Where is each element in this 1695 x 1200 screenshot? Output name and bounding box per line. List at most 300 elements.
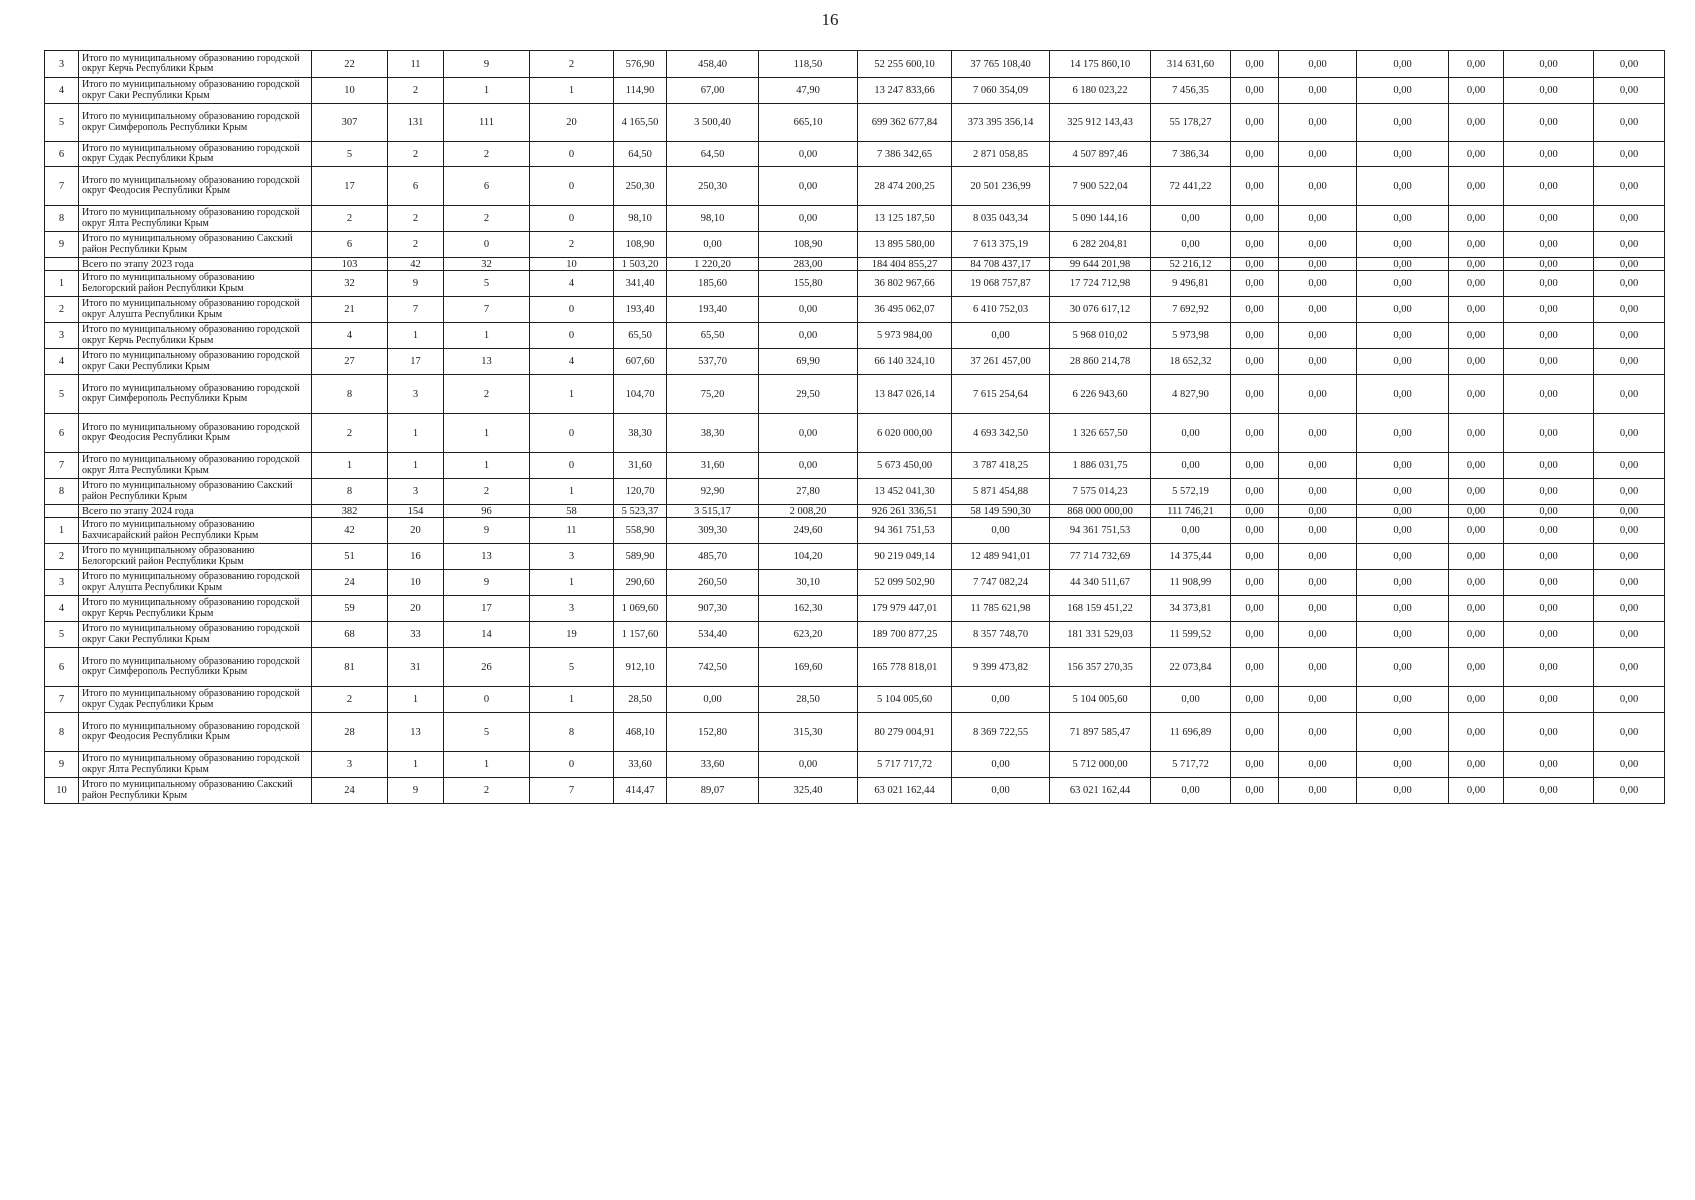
value-cell: 0,00 — [1231, 479, 1279, 505]
value-cell: 14 375,44 — [1151, 544, 1231, 570]
value-cell: 5 — [312, 142, 388, 167]
value-cell: 0,00 — [1594, 752, 1665, 778]
value-cell: 5 968 010,02 — [1050, 323, 1151, 349]
value-cell: 0 — [444, 687, 530, 713]
value-cell: 51 — [312, 544, 388, 570]
value-cell: 64,50 — [667, 142, 759, 167]
value-cell: 6 226 943,60 — [1050, 375, 1151, 414]
value-cell: 0,00 — [1504, 297, 1594, 323]
value-cell: 2 871 058,85 — [952, 142, 1050, 167]
value-cell: 5 — [444, 271, 530, 297]
value-cell: 0,00 — [1449, 104, 1504, 142]
value-cell: 0,00 — [1594, 271, 1665, 297]
row-number-cell: 3 — [45, 570, 79, 596]
value-cell: 0,00 — [1151, 414, 1231, 453]
value-cell: 0,00 — [1594, 570, 1665, 596]
value-cell: 341,40 — [614, 271, 667, 297]
value-cell: 0,00 — [1279, 570, 1357, 596]
value-cell: 27 — [312, 349, 388, 375]
value-cell: 7 — [444, 297, 530, 323]
municipality-name-cell: Всего по этапу 2024 года — [79, 505, 312, 518]
row-number-cell: 6 — [45, 414, 79, 453]
value-cell: 290,60 — [614, 570, 667, 596]
municipality-name-cell: Итого по муниципальному образованию городской округ Феодосия Республики Крым — [79, 414, 312, 453]
value-cell: 168 159 451,22 — [1050, 596, 1151, 622]
value-cell: 0,00 — [1504, 167, 1594, 206]
value-cell: 373 395 356,14 — [952, 104, 1050, 142]
value-cell: 0,00 — [1449, 142, 1504, 167]
row-number-cell: 8 — [45, 206, 79, 232]
value-cell: 0,00 — [1594, 453, 1665, 479]
value-cell: 22 073,84 — [1151, 648, 1231, 687]
value-cell: 154 — [388, 505, 444, 518]
municipality-name-cell: Итого по муниципальному образованию городской округ Саки Республики Крым — [79, 78, 312, 104]
value-cell: 926 261 336,51 — [858, 505, 952, 518]
value-cell: 7 386,34 — [1151, 142, 1231, 167]
value-cell: 9 — [444, 51, 530, 78]
value-cell: 0,00 — [1357, 258, 1449, 271]
value-cell: 2 — [388, 206, 444, 232]
value-cell: 9 496,81 — [1151, 271, 1231, 297]
value-cell: 0,00 — [1449, 271, 1504, 297]
value-cell: 65,50 — [667, 323, 759, 349]
value-cell: 8 — [312, 375, 388, 414]
table-row — [45, 544, 1665, 570]
value-cell: 33,60 — [614, 752, 667, 778]
municipality-name-cell: Итого по муниципальному образованию городской округ Алушта Республики Крым — [79, 570, 312, 596]
table-row — [45, 142, 1665, 167]
value-cell: 0,00 — [1231, 349, 1279, 375]
value-cell: 3 — [388, 479, 444, 505]
value-cell: 8 — [312, 479, 388, 505]
value-cell: 0 — [530, 167, 614, 206]
value-cell: 28 860 214,78 — [1050, 349, 1151, 375]
value-cell: 0,00 — [1357, 778, 1449, 804]
value-cell: 71 897 585,47 — [1050, 713, 1151, 752]
value-cell: 0,00 — [1357, 232, 1449, 258]
value-cell: 0,00 — [1279, 752, 1357, 778]
value-cell: 28,50 — [759, 687, 858, 713]
value-cell: 5 104 005,60 — [1050, 687, 1151, 713]
value-cell: 29,50 — [759, 375, 858, 414]
value-cell: 0,00 — [1231, 518, 1279, 544]
value-cell: 0,00 — [1231, 258, 1279, 271]
value-cell: 31 — [388, 648, 444, 687]
value-cell: 0,00 — [759, 206, 858, 232]
value-cell: 0,00 — [1449, 687, 1504, 713]
value-cell: 1 — [388, 687, 444, 713]
value-cell: 0,00 — [1594, 505, 1665, 518]
value-cell: 7 456,35 — [1151, 78, 1231, 104]
value-cell: 98,10 — [614, 206, 667, 232]
value-cell: 10 — [312, 78, 388, 104]
value-cell: 156 357 270,35 — [1050, 648, 1151, 687]
value-cell: 184 404 855,27 — [858, 258, 952, 271]
value-cell: 52 255 600,10 — [858, 51, 952, 78]
row-number-cell: 7 — [45, 453, 79, 479]
table-row — [45, 78, 1665, 104]
value-cell: 31,60 — [614, 453, 667, 479]
value-cell: 55 178,27 — [1151, 104, 1231, 142]
value-cell: 699 362 677,84 — [858, 104, 952, 142]
value-cell: 0,00 — [1594, 648, 1665, 687]
value-cell: 64,50 — [614, 142, 667, 167]
value-cell: 42 — [388, 258, 444, 271]
value-cell: 17 — [312, 167, 388, 206]
value-cell: 84 708 437,17 — [952, 258, 1050, 271]
value-cell: 1 — [444, 323, 530, 349]
table-row — [45, 453, 1665, 479]
value-cell: 0,00 — [1449, 505, 1504, 518]
value-cell: 0,00 — [1231, 104, 1279, 142]
value-cell: 89,07 — [667, 778, 759, 804]
value-cell: 6 180 023,22 — [1050, 78, 1151, 104]
value-cell: 0,00 — [1357, 142, 1449, 167]
value-cell: 189 700 877,25 — [858, 622, 952, 648]
value-cell: 0,00 — [1231, 414, 1279, 453]
value-cell: 0 — [444, 232, 530, 258]
value-cell: 152,80 — [667, 713, 759, 752]
value-cell: 7 747 082,24 — [952, 570, 1050, 596]
value-cell: 2 008,20 — [759, 505, 858, 518]
value-cell: 65,50 — [614, 323, 667, 349]
value-cell: 623,20 — [759, 622, 858, 648]
value-cell: 1 220,20 — [667, 258, 759, 271]
value-cell: 0,00 — [952, 778, 1050, 804]
value-cell: 0,00 — [1231, 778, 1279, 804]
value-cell: 90 219 049,14 — [858, 544, 952, 570]
value-cell: 0,00 — [1594, 544, 1665, 570]
value-cell: 0 — [530, 323, 614, 349]
value-cell: 485,70 — [667, 544, 759, 570]
value-cell: 0,00 — [759, 752, 858, 778]
value-cell: 99 644 201,98 — [1050, 258, 1151, 271]
municipality-name-cell: Итого по муниципальному образованию городской округ Ялта Республики Крым — [79, 206, 312, 232]
value-cell: 5 717 717,72 — [858, 752, 952, 778]
value-cell: 468,10 — [614, 713, 667, 752]
value-cell: 0,00 — [1279, 78, 1357, 104]
value-cell: 3 — [388, 375, 444, 414]
value-cell: 0,00 — [1357, 570, 1449, 596]
value-cell: 20 — [388, 596, 444, 622]
table-row — [45, 713, 1665, 752]
row-number-cell: 5 — [45, 104, 79, 142]
value-cell: 11 696,89 — [1151, 713, 1231, 752]
value-cell: 5 523,37 — [614, 505, 667, 518]
value-cell: 4 507 897,46 — [1050, 142, 1151, 167]
value-cell: 458,40 — [667, 51, 759, 78]
value-cell: 607,60 — [614, 349, 667, 375]
value-cell: 0,00 — [1357, 622, 1449, 648]
value-cell: 0,00 — [1504, 687, 1594, 713]
value-cell: 0,00 — [1231, 271, 1279, 297]
value-cell: 47,90 — [759, 78, 858, 104]
value-cell: 66 140 324,10 — [858, 349, 952, 375]
table-row — [45, 414, 1665, 453]
value-cell: 0,00 — [1449, 713, 1504, 752]
value-cell: 13 847 026,14 — [858, 375, 952, 414]
value-cell: 0,00 — [1231, 167, 1279, 206]
value-cell: 10 — [530, 258, 614, 271]
value-cell: 414,47 — [614, 778, 667, 804]
value-cell: 0,00 — [1279, 479, 1357, 505]
municipality-name-cell: Итого по муниципальному образованию городской округ Феодосия Республики Крым — [79, 167, 312, 206]
value-cell: 325,40 — [759, 778, 858, 804]
value-cell: 250,30 — [667, 167, 759, 206]
value-cell: 13 452 041,30 — [858, 479, 952, 505]
value-cell: 0,00 — [1357, 544, 1449, 570]
value-cell: 0,00 — [952, 518, 1050, 544]
municipality-name-cell: Итого по муниципальному образованию городской округ Саки Республики Крым — [79, 622, 312, 648]
value-cell: 0 — [530, 752, 614, 778]
value-cell: 96 — [444, 505, 530, 518]
value-cell: 77 714 732,69 — [1050, 544, 1151, 570]
value-cell: 0,00 — [1357, 206, 1449, 232]
value-cell: 0,00 — [1504, 596, 1594, 622]
row-number-cell: 4 — [45, 349, 79, 375]
municipality-name-cell: Итого по муниципальному образованию городской округ Феодосия Республики Крым — [79, 713, 312, 752]
value-cell: 59 — [312, 596, 388, 622]
value-cell: 0,00 — [1504, 570, 1594, 596]
value-cell: 28,50 — [614, 687, 667, 713]
value-cell: 0,00 — [1231, 544, 1279, 570]
value-cell: 0,00 — [1279, 505, 1357, 518]
value-cell: 0 — [530, 206, 614, 232]
value-cell: 28 — [312, 713, 388, 752]
value-cell: 7 575 014,23 — [1050, 479, 1151, 505]
value-cell: 13 — [444, 349, 530, 375]
value-cell: 24 — [312, 778, 388, 804]
value-cell: 0,00 — [1504, 232, 1594, 258]
value-cell: 1 503,20 — [614, 258, 667, 271]
municipality-name-cell: Итого по муниципальному образованию городской округ Судак Республики Крым — [79, 687, 312, 713]
value-cell: 0,00 — [1279, 778, 1357, 804]
value-cell: 0,00 — [1594, 51, 1665, 78]
row-number-cell: 3 — [45, 51, 79, 78]
value-cell: 21 — [312, 297, 388, 323]
municipality-name-cell: Итого по муниципальному образованию Сакский район Республики Крым — [79, 232, 312, 258]
value-cell: 0 — [530, 297, 614, 323]
value-cell: 0,00 — [1357, 479, 1449, 505]
value-cell: 20 501 236,99 — [952, 167, 1050, 206]
row-number-cell: 6 — [45, 648, 79, 687]
value-cell: 5 973,98 — [1151, 323, 1231, 349]
value-cell: 0,00 — [1231, 752, 1279, 778]
value-cell: 0,00 — [1594, 78, 1665, 104]
municipality-name-cell: Итого по муниципальному образованию городской округ Керчь Республики Крым — [79, 51, 312, 78]
value-cell: 114,90 — [614, 78, 667, 104]
value-cell: 1 — [388, 323, 444, 349]
value-cell: 0 — [530, 414, 614, 453]
value-cell: 7 692,92 — [1151, 297, 1231, 323]
row-number-cell: 3 — [45, 323, 79, 349]
value-cell: 13 895 580,00 — [858, 232, 952, 258]
value-cell: 9 399 473,82 — [952, 648, 1050, 687]
value-cell: 0,00 — [1357, 104, 1449, 142]
value-cell: 2 — [312, 414, 388, 453]
value-cell: 0,00 — [1279, 648, 1357, 687]
value-cell: 11 — [388, 51, 444, 78]
value-cell: 52 099 502,90 — [858, 570, 952, 596]
value-cell: 0,00 — [1449, 349, 1504, 375]
value-cell: 0,00 — [1231, 206, 1279, 232]
value-cell: 0,00 — [952, 323, 1050, 349]
value-cell: 120,70 — [614, 479, 667, 505]
value-cell: 0,00 — [1279, 713, 1357, 752]
value-cell: 63 021 162,44 — [858, 778, 952, 804]
value-cell: 34 373,81 — [1151, 596, 1231, 622]
table-row — [45, 167, 1665, 206]
value-cell: 3 — [530, 596, 614, 622]
municipality-name-cell: Итого по муниципальному образованию городской округ Симферополь Республики Крым — [79, 104, 312, 142]
value-cell: 13 — [444, 544, 530, 570]
value-cell: 38,30 — [667, 414, 759, 453]
value-cell: 0,00 — [1449, 323, 1504, 349]
value-cell: 30 076 617,12 — [1050, 297, 1151, 323]
value-cell: 0,00 — [1594, 232, 1665, 258]
data-table-container — [44, 50, 1665, 804]
value-cell: 185,60 — [667, 271, 759, 297]
value-cell: 1 — [444, 752, 530, 778]
value-cell: 6 282 204,81 — [1050, 232, 1151, 258]
value-cell: 0,00 — [1504, 778, 1594, 804]
value-cell: 2 — [388, 142, 444, 167]
value-cell: 118,50 — [759, 51, 858, 78]
value-cell: 44 340 511,67 — [1050, 570, 1151, 596]
value-cell: 589,90 — [614, 544, 667, 570]
row-number-cell: 5 — [45, 375, 79, 414]
row-number-cell — [45, 505, 79, 518]
row-number-cell: 6 — [45, 142, 79, 167]
value-cell: 0,00 — [1504, 648, 1594, 687]
value-cell: 4 165,50 — [614, 104, 667, 142]
value-cell: 4 — [312, 323, 388, 349]
value-cell: 0,00 — [1357, 414, 1449, 453]
value-cell: 68 — [312, 622, 388, 648]
value-cell: 0,00 — [1449, 297, 1504, 323]
value-cell: 1 — [444, 414, 530, 453]
value-cell: 13 — [388, 713, 444, 752]
value-cell: 0,00 — [1357, 713, 1449, 752]
value-cell: 0,00 — [1231, 648, 1279, 687]
value-cell: 0,00 — [1449, 51, 1504, 78]
value-cell: 12 489 941,01 — [952, 544, 1050, 570]
value-cell: 5 717,72 — [1151, 752, 1231, 778]
value-cell: 5 — [444, 713, 530, 752]
value-cell: 104,20 — [759, 544, 858, 570]
table-row — [45, 232, 1665, 258]
municipality-name-cell: Итого по муниципальному образованию Сакский район Республики Крым — [79, 479, 312, 505]
value-cell: 868 000 000,00 — [1050, 505, 1151, 518]
value-cell: 11 785 621,98 — [952, 596, 1050, 622]
value-cell: 4 — [530, 271, 614, 297]
value-cell: 0,00 — [1449, 206, 1504, 232]
value-cell: 1 — [444, 453, 530, 479]
value-cell: 0,00 — [1449, 78, 1504, 104]
value-cell: 0,00 — [1449, 375, 1504, 414]
value-cell: 0,00 — [1279, 271, 1357, 297]
value-cell: 0,00 — [1449, 167, 1504, 206]
page-number: 16 — [821, 10, 839, 29]
value-cell: 0,00 — [1231, 78, 1279, 104]
value-cell: 0,00 — [1449, 479, 1504, 505]
value-cell: 0,00 — [1504, 518, 1594, 544]
value-cell: 2 — [530, 51, 614, 78]
value-cell: 0,00 — [1504, 78, 1594, 104]
value-cell: 2 — [312, 687, 388, 713]
value-cell: 4 — [530, 349, 614, 375]
value-cell: 0,00 — [759, 297, 858, 323]
value-cell: 7 — [530, 778, 614, 804]
value-cell: 1 — [312, 453, 388, 479]
value-cell: 283,00 — [759, 258, 858, 271]
value-cell: 0,00 — [1449, 570, 1504, 596]
value-cell: 81 — [312, 648, 388, 687]
value-cell: 52 216,12 — [1151, 258, 1231, 271]
value-cell: 3 — [312, 752, 388, 778]
value-cell: 0,00 — [1151, 518, 1231, 544]
value-cell: 0,00 — [1504, 323, 1594, 349]
value-cell: 30,10 — [759, 570, 858, 596]
row-number-cell: 4 — [45, 596, 79, 622]
value-cell: 6 — [388, 167, 444, 206]
value-cell: 18 652,32 — [1151, 349, 1231, 375]
value-cell: 0,00 — [1231, 142, 1279, 167]
value-cell: 13 247 833,66 — [858, 78, 952, 104]
value-cell: 576,90 — [614, 51, 667, 78]
value-cell: 0,00 — [1151, 687, 1231, 713]
table-body — [45, 51, 1665, 804]
value-cell: 0,00 — [1594, 375, 1665, 414]
value-cell: 0,00 — [1504, 544, 1594, 570]
municipality-name-cell: Итого по муниципальному образованию городской округ Керчь Республики Крым — [79, 323, 312, 349]
table-row — [45, 375, 1665, 414]
value-cell: 0,00 — [1504, 271, 1594, 297]
municipality-name-cell: Итого по муниципальному образованию городской округ Симферополь Республики Крым — [79, 375, 312, 414]
value-cell: 17 — [388, 349, 444, 375]
value-cell: 8 035 043,34 — [952, 206, 1050, 232]
value-cell: 111 746,21 — [1151, 505, 1231, 518]
value-cell: 0,00 — [1279, 206, 1357, 232]
value-cell: 0,00 — [759, 142, 858, 167]
value-cell: 0,00 — [1449, 596, 1504, 622]
value-cell: 5 973 984,00 — [858, 323, 952, 349]
value-cell: 8 369 722,55 — [952, 713, 1050, 752]
value-cell: 0,00 — [1504, 258, 1594, 271]
value-cell: 0,00 — [1594, 142, 1665, 167]
row-number-cell: 1 — [45, 271, 79, 297]
value-cell: 0,00 — [1504, 752, 1594, 778]
value-cell: 1 157,60 — [614, 622, 667, 648]
value-cell: 17 724 712,98 — [1050, 271, 1151, 297]
value-cell: 11 — [530, 518, 614, 544]
value-cell: 0,00 — [1357, 51, 1449, 78]
value-cell: 0,00 — [1279, 297, 1357, 323]
value-cell: 20 — [530, 104, 614, 142]
value-cell: 0,00 — [1594, 687, 1665, 713]
value-cell: 5 — [530, 648, 614, 687]
value-cell: 181 331 529,03 — [1050, 622, 1151, 648]
value-cell: 0,00 — [1231, 713, 1279, 752]
value-cell: 0,00 — [1279, 349, 1357, 375]
value-cell: 0,00 — [1594, 713, 1665, 752]
value-cell: 0,00 — [1449, 544, 1504, 570]
value-cell: 0,00 — [1504, 206, 1594, 232]
row-number-cell: 10 — [45, 778, 79, 804]
table-row — [45, 206, 1665, 232]
value-cell: 0,00 — [1449, 414, 1504, 453]
value-cell: 0,00 — [1594, 206, 1665, 232]
